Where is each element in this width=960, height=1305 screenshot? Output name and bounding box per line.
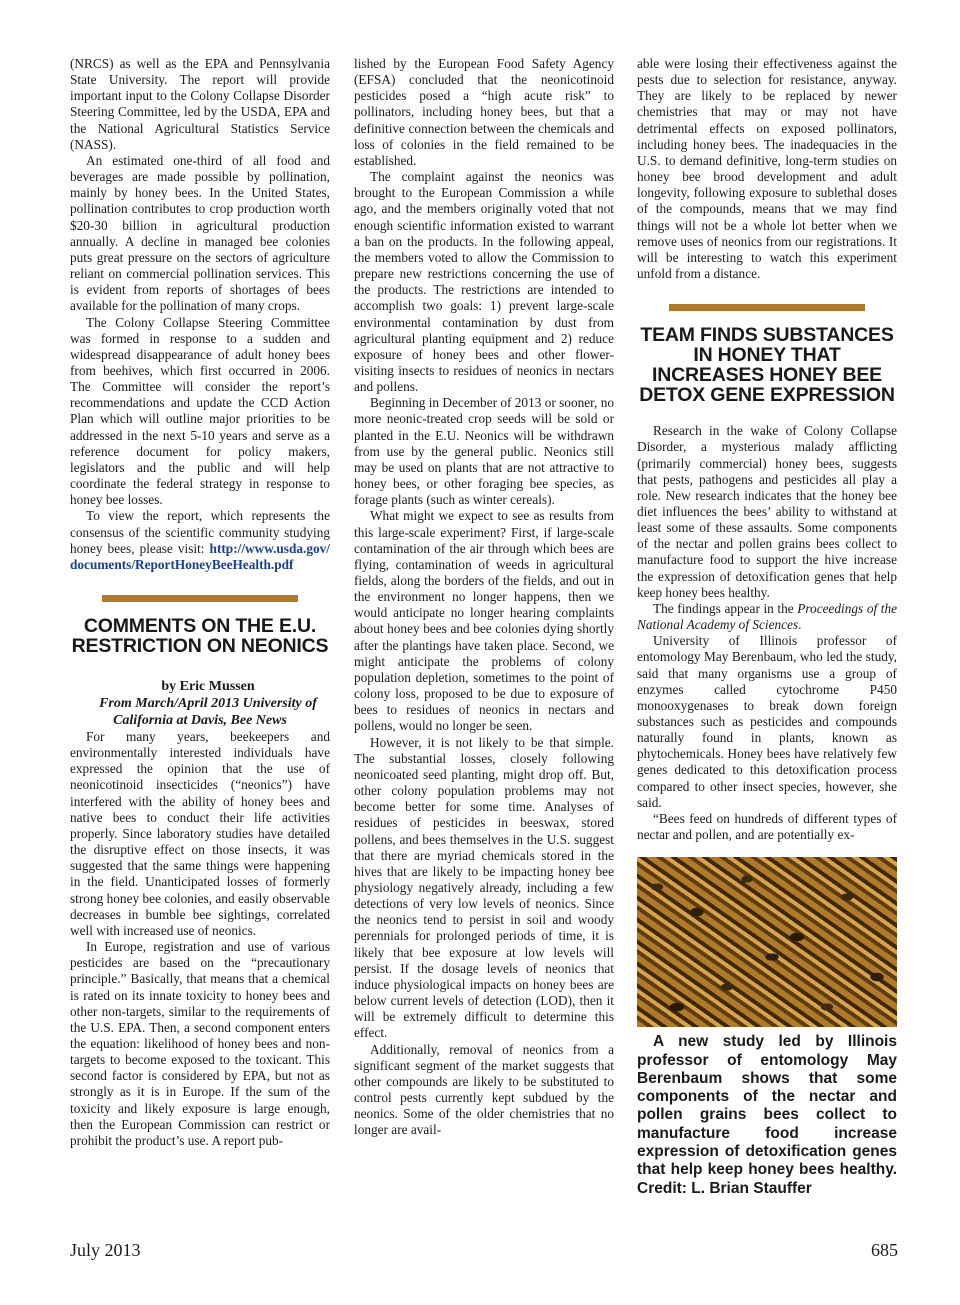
page-number: 685 <box>871 1240 898 1260</box>
body-paragraph: What might we expect to see as results from this large-scale experiment? First, if large-scale contamination of the air through which bees are flying, contamination of weeds in agricultural fields, along the borders of the fields, and out in the environment no longer happens, then we would anticipate no longer hearing complaints about honey bees and bee colonies dying shortly after the plantings have taken place. Second, we might anticipate the problems of colony population depletion, sometimes to the point of colony loss, proposed to be due to exposure of bees to residues of neonics in nectars and pollens, would no longer be seen. <box>354 508 614 734</box>
body-paragraph: The complaint against the neonics was brought to the European Commission a while ago, and the members originally voted that not enough scientific information existed to warrant a ban on the products. In the following appeal, the members voted to allow the Commission to prepare new restrictions concerning the use of the products. The restrictions are intended to accomplish two goals: 1) prevent large-scale environmental contamination by dust from agricultural planting equipment and 2) reduce exposure of honey bees and other flower-visiting insects to residues of neonics in nectars and pollens. <box>354 169 614 395</box>
body-paragraph: Research in the wake of Colony Collapse Disorder, a mysterious malady afflicting (primarily commercial) honey bees, suggests that pests, pathogens and pesticides all play a role. New research indicates that the honey bee diet influences the bees’ ability to withstand at least some of these assaults. Some components of the nectar and pollen grains bees collect to manufacture food to support the hive increase the expression of detoxification genes that help keep honey bees healthy. <box>637 423 897 600</box>
report-intro-text: To view the report, which represents the consensus of the scientific community studying honey bees, please visit: <box>70 508 330 556</box>
report-link[interactable]: http://www.usda.gov/documents/ReportHoneyBeeHealth.pdf <box>70 540 330 572</box>
body-paragraph: University of Illinois professor of entomology May Berenbaum, who led the study, said that many organisms use a group of enzymes called cytochrome P450 monooxygenases to break down foreign substances such as pesticides and compounds naturally found in plants, known as phytochemicals. Honey bees have relatively few genes dedicated to this detoxification process compared to other insect species, however, she said. <box>637 633 897 810</box>
body-paragraph: An estimated one-third of all food and beverages are made possible by pollination, mainly by honey bees. In the United States, pollination contributes to crop production worth $20-30 billion in agricultural production annually. A decline in managed bee colonies puts great pressure on the sectors of agriculture reliant on commercial pollination services. This is evident from reports of shortages of bees available for the pollination of many crops. <box>70 152 330 314</box>
body-paragraph: (NRCS) as well as the EPA and Pennsylvania State University. The report will provide important input to the Colony Collapse Disorder Steering Committee, led by the USDA, EPA and the National Agricultural Statistics Service (NASS). <box>70 56 330 152</box>
body-paragraph <box>70 508 330 573</box>
body-paragraph: able were losing their effectiveness against the pests due to selection for resistance, anyway. They are likely to be replaced by newer chemistries that may or may not have detrimental effects on exposed pollinators, including honey bees. The inadequacies in the U.S. to demand definitive, long-term studies on honey bee brood development and adult longevity, following exposure to sublethal doses of the compounds, means that we may find things will not be a whole lot better when we remove uses of neonics from our registrations. It will be interesting to watch this experiment unfold from a distance. <box>637 56 897 282</box>
body-paragraph: lished by the European Food Safety Agency (EFSA) concluded that the neonicotinoid pesticides posed a “high acute risk” to pollinators, including honey bees, but that a definitive connection between the chemicals and loss of colonies in the field remained to be established. <box>354 56 614 168</box>
citation-lead-text: The findings appear in the <box>653 600 798 616</box>
body-paragraph: The Colony Collapse Steering Committee was formed in response to a sudden and widespread disappearance of adult honey bees from beehives, which first occurred in 2006. The Committee will consider the report’s recommendations and update the CCD Action Plan which will outline major priorities to be addressed in the next 5-10 years and serve as a reference document for policy makers, legislators and the public and will help coordinate the federal strategy in response to honey bee losses. <box>70 314 330 508</box>
photo-caption: A new study led by Illinois professor of entomology May Berenbaum shows that some components of the nectar and pollen grains bees collect to manufacture food increase expression of detoxification genes that help keep honey bees healthy. Credit: L. Brian Stauffer <box>637 1033 897 1197</box>
body-paragraph: For many years, beekeepers and environmentally interested individuals have expressed the opinion that the use of neonicotinoid insecticides (“neonics”) have interfered with the ability of honey bees and native bees to conduct their life activities properly. Since laboratory studies have detailed the disruptive effect on those insects, it was suggested that the same things were happening in the field. Unanticipated losses of formerly strong honey bee colonies, and easily observable decreases in bumble bee sightings, correlated well with increased use of neonics. <box>70 729 330 938</box>
body-paragraph: In Europe, registration and use of various pesticides are based on the “precautionary principle.” Basically, that means that a chemical is rated on its innate toxicity to honey bees and other non-targets, similar to the requirements of the U.S. EPA. Then, a second component enters the equation: likelihood of honey bees and non-targets to become exposed to the toxicant. This second factor is considered by EPA, but not as strongly as it is in Europe. If the sum of the toxicity and likely exposure is large enough, then the European Commission can restrict or prohibit the product’s use. A report pub- <box>70 939 330 1148</box>
body-paragraph: However, it is not likely to be that simple. The substantial losses, closely following neonicoated seed planting, might drop off. But, other colony population problems may not become better for some time. Analyses of residues of pesticides in beeswax, stored pollens, and bees themselves in the U.S. suggest that there are myriad chemicals stored in the hives that are likely to be impacting honey bee physiology negatively already, including a few detections of very low levels of neonics. Since the neonics tend to persist in soil and woody perennials for prolonged periods of time, it is likely that bee exposure at low levels will persist. If the dosage levels of neonics that induce physiological impacts on honey bees are below current levels of detection (LOD), then it will be extremely difficult to determine this effect. <box>354 734 614 1041</box>
footer-date: July 2013 <box>70 1240 141 1260</box>
body-paragraph: Beginning in December of 2013 or sooner, no more neonic-treated crop seeds will be sold or planted in the E.U. Neonics will be withdrawn from use by the general public. Neonics still may be used on plants that are not attractive to honey bees, or other foraging bee species, as forage plants (such as winter cereals). <box>354 395 614 508</box>
citation-end-text: . <box>798 617 802 633</box>
body-paragraph <box>637 601 897 633</box>
body-paragraph: “Bees feed on hundreds of different types of nectar and pollen, and are potentially ex- <box>637 810 897 843</box>
article-byline: by Eric Mussen <box>161 679 255 694</box>
section-divider <box>102 595 298 602</box>
body-paragraph: Additionally, removal of neonics from a significant segment of the market suggests that other compounds are likely to be substituted to control pests currently kept subdued by the neonics. Some of the older chemistries that no longer are avail- <box>354 1041 614 1138</box>
column-left <box>70 56 330 1149</box>
column-middle <box>354 56 614 1138</box>
article-source: From March/April 2013 University of California at Davis, Bee News <box>99 696 317 728</box>
article-headline: COMMENTS ON THE E.U. RESTRICTION ON NEONICS <box>71 615 329 657</box>
column-right <box>637 56 897 1198</box>
article-headline: TEAM FINDS SUBSTANCES IN HONEY THAT INCREASES HONEY BEE DETOX GENE EXPRESSION <box>639 324 895 407</box>
section-divider <box>669 304 865 311</box>
journal-name: Proceedings of the National Academy of Sciences <box>637 600 897 633</box>
honey-bees-photo <box>637 857 897 1027</box>
